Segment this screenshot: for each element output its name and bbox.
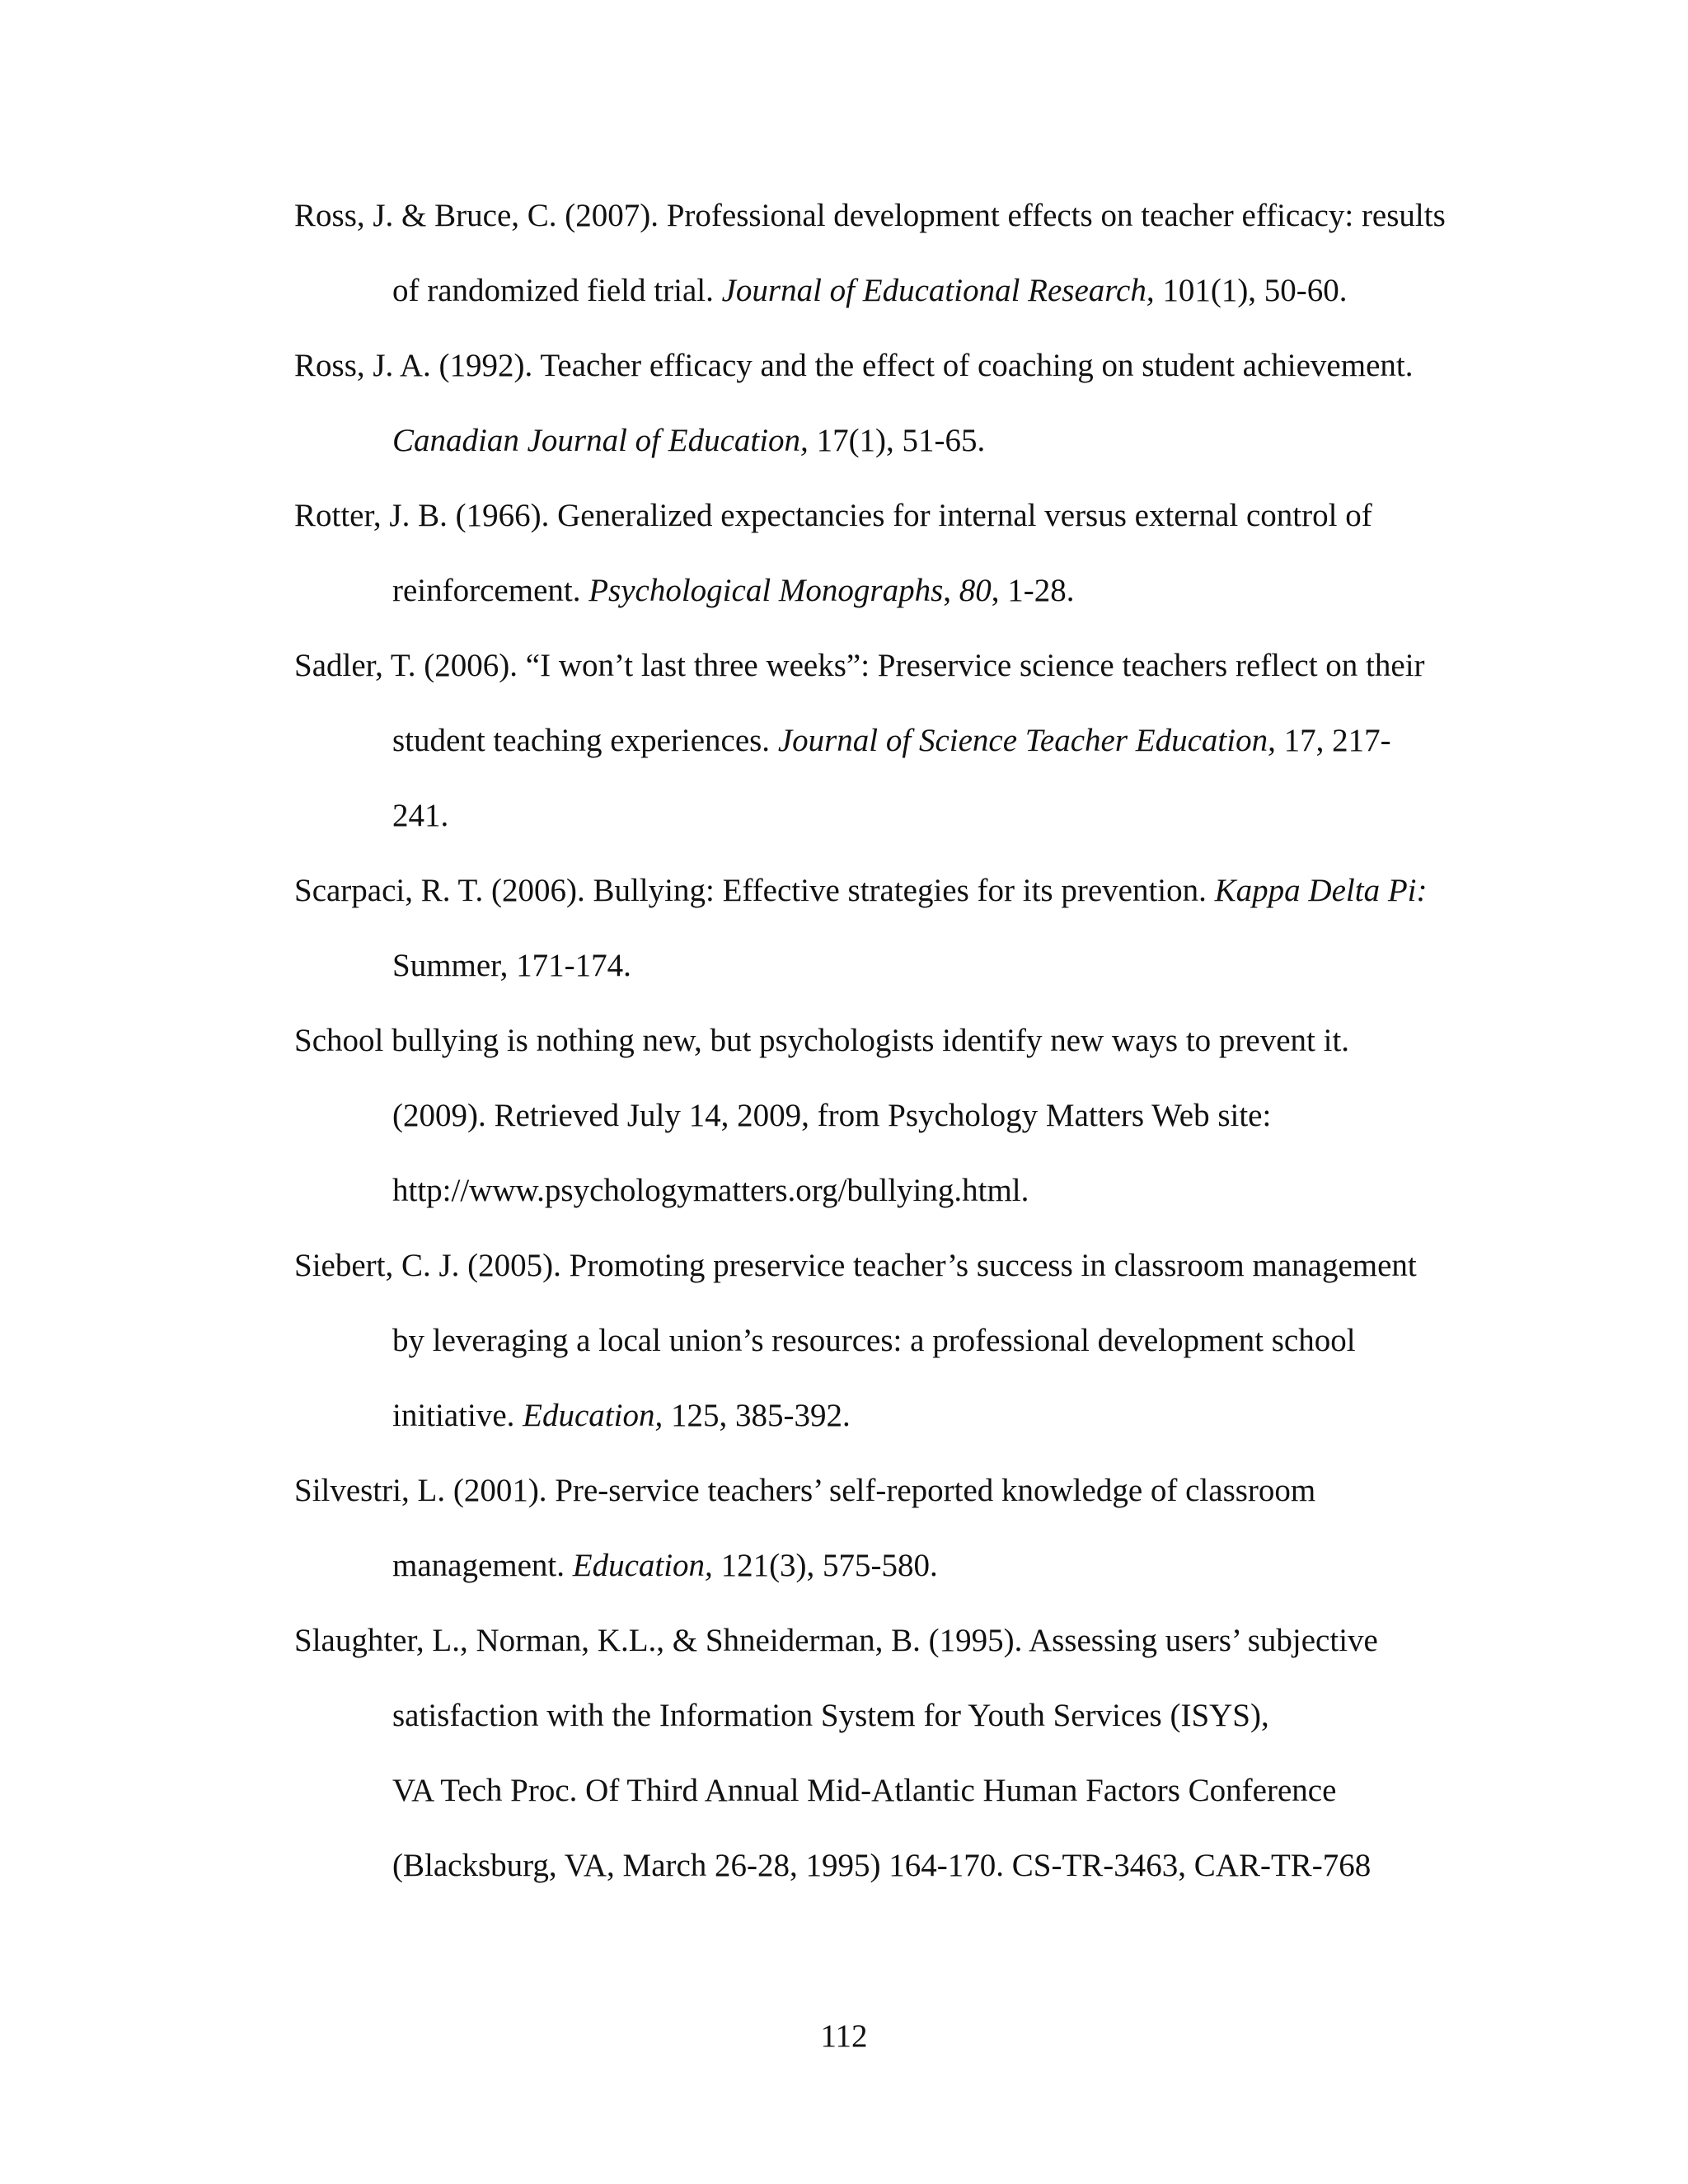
reference-school-bullying-line-2: (2009). Retrieved July 14, 2009, from Psychology Matters Web site: (392, 1098, 1272, 1133)
reference-siebert-2005-line-3: initiative. Education, 125, 385-392. (392, 1398, 851, 1433)
reference-siebert-2005-line-1: Siebert, C. J. (2005). Promoting preservice teacher’s success in classroom management (294, 1248, 1417, 1283)
reference-ross-bruce-2007-line-2: of randomized field trial. Journal of Educational Research, 101(1), 50-60. (392, 273, 1348, 308)
journal-title: Education, (523, 1398, 663, 1433)
reference-slaughter-1995-line-3: VA Tech Proc. Of Third Annual Mid-Atlantic Human Factors Conference (392, 1773, 1337, 1808)
journal-title: Psychological Monographs (588, 573, 944, 608)
reference-siebert-2005-line-2: by leveraging a local union’s resources: a professional development school (392, 1323, 1356, 1358)
journal-title: Journal of Science Teacher Education, (777, 723, 1276, 758)
journal-title: Kappa Delta Pi: (1214, 873, 1428, 908)
reference-scarpaci-2006-line-2: Summer, 171-174. (392, 948, 631, 983)
reference-silvestri-2001-line-2: management. Education, 121(3), 575-580. (392, 1548, 938, 1583)
reference-school-bullying-url: http://www.psychologymatters.org/bullying.html. (392, 1173, 1029, 1208)
reference-slaughter-1995-line-2: satisfaction with the Information System for Youth Services (ISYS), (392, 1698, 1269, 1733)
reference-sadler-2006-line-1: Sadler, T. (2006). “I won’t last three weeks”: Preservice science teachers reflect on their (294, 648, 1425, 683)
page-number: 112 (820, 2018, 868, 2054)
reference-slaughter-1995-line-1: Slaughter, L., Norman, K.L., & Shneiderman, B. (1995). Assessing users’ subjective (294, 1623, 1378, 1658)
journal-title: Canadian Journal of Education, (392, 423, 809, 458)
reference-rotter-1966-line-1: Rotter, J. B. (1966). Generalized expectancies for internal versus external control of (294, 498, 1372, 533)
reference-sadler-2006-line-3: 241. (392, 798, 449, 833)
reference-sadler-2006-line-2: student teaching experiences. Journal of Science Teacher Education, 17, 217- (392, 723, 1391, 758)
reference-scarpaci-2006-line-1: Scarpaci, R. T. (2006). Bullying: Effective strategies for its prevention. Kappa Delta Pi: (294, 873, 1428, 908)
volume: 80 (959, 573, 992, 608)
reference-ross-1992-line-2: Canadian Journal of Education, 17(1), 51-65. (392, 423, 986, 458)
reference-silvestri-2001-line-1: Silvestri, L. (2001). Pre-service teachers’ self-reported knowledge of classroom (294, 1473, 1316, 1508)
journal-title: Education, (572, 1548, 713, 1583)
reference-school-bullying-line-1: School bullying is nothing new, but psychologists identify new ways to prevent it. (294, 1023, 1350, 1058)
reference-slaughter-1995-line-4: (Blacksburg, VA, March 26-28, 1995) 164-170. CS-TR-3463, CAR-TR-768 (392, 1848, 1372, 1883)
reference-rotter-1966-line-2: reinforcement. Psychological Monographs, 80, 1-28. (392, 573, 1075, 608)
reference-ross-bruce-2007-line-1: Ross, J. & Bruce, C. (2007). Professional development effects on teacher efficacy: results (294, 198, 1446, 233)
journal-title: Journal of Educational Research, (721, 273, 1155, 308)
reference-ross-1992-line-1: Ross, J. A. (1992). Teacher efficacy and the effect of coaching on student achievement. (294, 348, 1414, 383)
